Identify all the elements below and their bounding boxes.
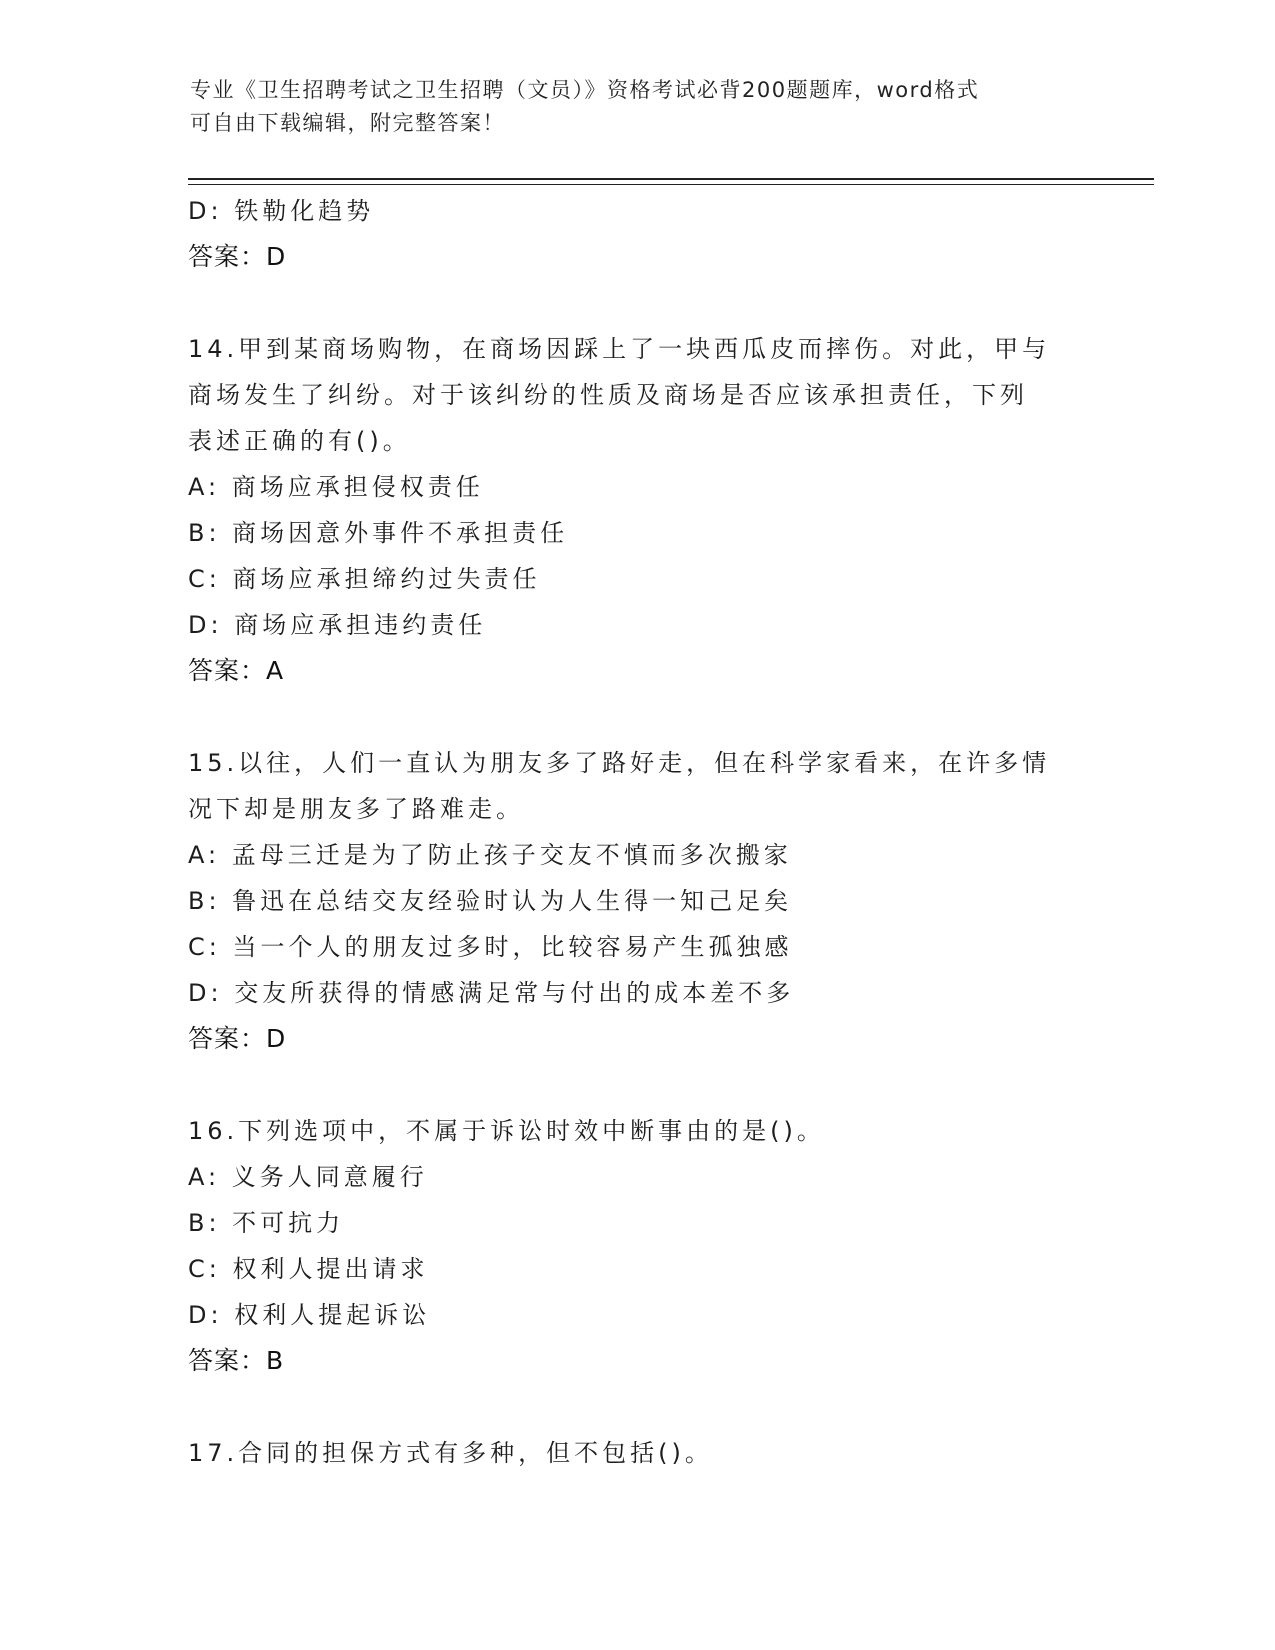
question-15	[188, 740, 1088, 1062]
option-c: C: 权利人提出请求	[188, 1255, 429, 1283]
option-a: A: 商场应承担侵权责任	[188, 473, 484, 501]
question-stem-line: 况下却是朋友多了路难走。	[188, 795, 524, 823]
question-13-fragment	[188, 188, 1088, 280]
question-16	[188, 1108, 1088, 1384]
document-header	[190, 74, 1090, 140]
spacer	[188, 694, 1088, 740]
question-17	[188, 1430, 1088, 1476]
option-d: D: 权利人提起诉讼	[188, 1301, 431, 1329]
header-divider-thick	[188, 178, 1154, 180]
option-d: D: 铁勒化趋势	[188, 197, 375, 225]
option-b: B: 不可抗力	[188, 1209, 345, 1237]
answer-line: 答案：D	[188, 1024, 287, 1053]
answer-line: 答案：D	[188, 242, 287, 271]
option-a: A: 义务人同意履行	[188, 1163, 428, 1191]
spacer	[188, 280, 1088, 326]
option-c: C: 当一个人的朋友过多时，比较容易产生孤独感	[188, 933, 793, 961]
question-list	[188, 188, 1088, 1476]
spacer	[188, 1384, 1088, 1430]
header-title-line-2: 可自由下载编辑，附完整答案！	[190, 111, 505, 135]
answer-line: 答案：B	[188, 1346, 285, 1375]
header-title-line-1: 专业《卫生招聘考试之卫生招聘（文员）》资格考试必背200题题库，word格式	[190, 78, 980, 102]
question-stem-line: 16.下列选项中，不属于诉讼时效中断事由的是()。	[188, 1117, 825, 1145]
option-d: D: 交友所获得的情感满足常与付出的成本差不多	[188, 979, 795, 1007]
question-stem-line: 15.以往，人们一直认为朋友多了路好走，但在科学家看来，在许多情	[188, 749, 1051, 777]
answer-line: 答案：A	[188, 656, 285, 685]
spacer	[188, 1062, 1088, 1108]
option-a: A: 孟母三迁是为了防止孩子交友不慎而多次搬家	[188, 841, 792, 869]
question-stem-line: 17.合同的担保方式有多种，但不包括()。	[188, 1439, 713, 1467]
question-stem-line: 14.甲到某商场购物，在商场因踩上了一块西瓜皮而摔伤。对此，甲与	[188, 335, 1051, 363]
question-stem-line: 表述正确的有()。	[188, 427, 411, 455]
option-b: B: 鲁迅在总结交友经验时认为人生得一知己足矣	[188, 887, 793, 915]
header-divider-thin	[188, 184, 1154, 185]
option-b: B: 商场因意外事件不承担责任	[188, 519, 569, 547]
question-14	[188, 326, 1088, 694]
option-c: C: 商场应承担缔约过失责任	[188, 565, 541, 593]
question-stem-line: 商场发生了纠纷。对于该纠纷的性质及商场是否应该承担责任，下列	[188, 381, 1028, 409]
option-d: D: 商场应承担违约责任	[188, 611, 487, 639]
